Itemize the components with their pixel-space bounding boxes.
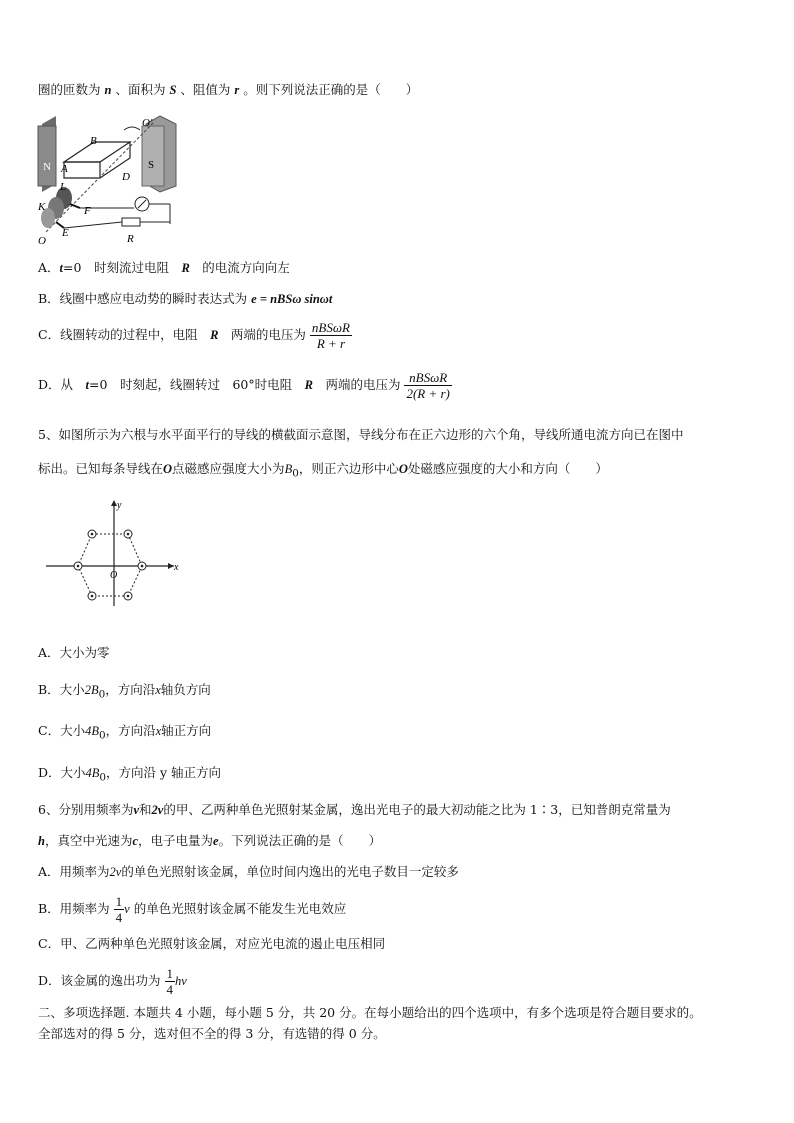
generator-figure <box>34 112 184 250</box>
var-hnu: hν <box>175 974 187 988</box>
fraction-denominator: 2(R + r) <box>406 386 450 401</box>
q5-option-c <box>38 723 211 744</box>
q4-option-b <box>38 291 332 307</box>
hexagon-wire-figure <box>44 498 184 608</box>
magnitude: 4B <box>85 766 100 780</box>
q4-option-d <box>38 370 452 401</box>
option-text: C．线圈转动的过程中，电阻 <box>38 327 211 342</box>
option-text: =0 时刻起，线圈转过 60°时电阻 <box>89 377 305 392</box>
q6-option-a <box>38 864 459 880</box>
q6-option-c: C．甲、乙两种单色光照射该金属，对应光电流的遏止电压相同 <box>38 936 386 951</box>
stem-text: ，真空中光速为 <box>44 833 133 848</box>
emf-formula: e = nBSω sinωt <box>251 292 333 306</box>
subscript: 0 <box>99 771 107 784</box>
var-S: S <box>169 83 177 97</box>
option-text: B．线圈中感应电动势的瞬时表达式为 <box>38 291 252 306</box>
q6-stem-line1 <box>38 802 671 818</box>
q4-stem-text: 圈的匝数为 <box>38 82 101 97</box>
label-D: D <box>122 171 130 183</box>
stem-text: ，则正六边形中心 <box>298 461 399 476</box>
option-text: 的单色光照射该金属，单位时间内逸出的光电子数目一定较多 <box>121 864 459 879</box>
label-S: S <box>148 159 155 171</box>
option-text: 的电流方向向左 <box>189 260 290 275</box>
stem-text: 和 <box>139 802 152 817</box>
q5-stem-line1: 5、如图所示为六根与水平面平行的导线的横截面示意图，导线分布在正六边形的六个角，导线所通电流方向已在图中 <box>38 427 684 442</box>
label-O-prime: O′ <box>142 117 153 129</box>
fraction-quarter <box>165 966 176 997</box>
q4-stem-text: 、面积为 <box>115 82 166 97</box>
var-O: O <box>163 462 173 476</box>
option-text: 两端的电压为 <box>218 327 306 342</box>
label-B: B <box>90 135 97 147</box>
section2-heading-line1: 二、多项选择题. 本题共 4 小题，每小题 5 分，共 20 分。在每小题给出的四个选项中，有多个选项是符合题目要求的。 <box>38 1005 702 1020</box>
var-t: t <box>85 378 90 392</box>
q5-stem-line2 <box>38 461 608 482</box>
fraction-numerator: nBSωR <box>311 320 350 335</box>
var-r: r <box>234 83 240 97</box>
option-text: =0 时刻流过电阻 <box>63 260 182 275</box>
stem-text: 6、分别用频率为 <box>38 802 134 817</box>
var-R: R <box>210 328 219 342</box>
q6-stem-line2 <box>38 833 381 849</box>
option-text: ，方向沿 <box>105 682 156 697</box>
option-text: 两端的电压为 <box>312 377 401 392</box>
fraction-quarter <box>114 894 125 925</box>
fraction-numerator: 1 <box>166 966 174 981</box>
q4-option-a <box>38 260 290 276</box>
option-text: ，方向沿 <box>105 723 156 738</box>
voltage-fraction-c <box>310 320 352 351</box>
subscript: 0 <box>98 688 106 701</box>
q5-option-d <box>38 765 221 786</box>
var-t: t <box>59 261 64 275</box>
label-R: R <box>127 233 134 245</box>
var-2nu: 2ν <box>151 803 164 817</box>
option-text: D．大小 <box>38 765 86 780</box>
option-text: D．从 <box>38 377 86 392</box>
magnitude: 4B <box>85 724 99 738</box>
option-text: B．用频率为 <box>38 901 110 916</box>
stem-text: ，电子电量为 <box>138 833 214 848</box>
magnitude: 2B <box>84 683 99 697</box>
stem-text: 。下列说法正确的是（ ） <box>218 833 382 848</box>
option-text: ，方向沿 y 轴正方向 <box>106 765 222 780</box>
origin-label-O: O <box>110 570 118 581</box>
fraction-denominator: 4 <box>166 982 174 997</box>
label-A: A <box>61 163 68 175</box>
stem-text: 标出。已知每条导线在 <box>38 461 164 476</box>
q6-option-b <box>38 894 346 925</box>
axis-label-y: y <box>117 500 122 511</box>
subscript: 0 <box>98 729 106 742</box>
stem-text: 点磁感应强度大小为 <box>172 461 285 476</box>
stem-text: 的甲、乙两种单色光照射某金属，逸出光电子的最大初动能之比为 1∶3，已知普朗克常量为 <box>163 802 671 817</box>
q5-option-a: A．大小为零 <box>38 645 110 660</box>
axis-label-x: x <box>174 562 179 573</box>
q4-stem-text: 。则下列说法正确的是（ ） <box>243 82 419 97</box>
var-n: n <box>104 83 112 97</box>
label-E: E <box>62 227 69 239</box>
option-text: 轴负方向 <box>160 682 211 697</box>
axis-var: x <box>155 683 161 697</box>
option-text: 的单色光照射该金属不能发生光电效应 <box>129 901 347 916</box>
var-R: R <box>181 261 190 275</box>
option-text: A．用频率为 <box>38 864 110 879</box>
var-nu: ν <box>133 803 140 817</box>
section2-heading-line2: 全部选对的得 5 分，选对但不全的得 3 分，有选错的得 0 分。 <box>38 1026 386 1041</box>
option-text: D．该金属的逸出功为 <box>38 973 161 988</box>
var-O: O <box>398 462 408 476</box>
var-2nu: 2ν <box>109 865 122 879</box>
label-L: L <box>60 181 67 193</box>
option-text: 轴正方向 <box>161 723 212 738</box>
var-e: e <box>213 834 219 848</box>
var-c: c <box>132 834 139 848</box>
q4-option-c <box>38 320 352 351</box>
var-R: R <box>304 378 313 392</box>
q4-stem-text: 、阻值为 <box>180 82 231 97</box>
label-N: N <box>43 161 51 173</box>
var-nu: ν <box>124 902 130 916</box>
q5-option-b <box>38 682 211 703</box>
label-K: K <box>38 201 46 213</box>
fraction-numerator: 1 <box>115 894 123 909</box>
fraction-numerator: nBSωR <box>404 370 451 386</box>
q4-stem <box>38 82 418 98</box>
option-label: A． <box>38 260 60 275</box>
option-text: B．大小 <box>38 682 85 697</box>
label-O: O <box>38 235 46 247</box>
subscript: 0 <box>292 467 299 480</box>
var-B: B <box>284 462 293 476</box>
var-h: h <box>38 834 45 848</box>
option-text: C．大小 <box>38 723 86 738</box>
voltage-fraction-d <box>404 370 451 401</box>
label-F: F <box>84 205 91 217</box>
axis-var: x <box>155 724 162 738</box>
q6-option-d <box>38 966 187 997</box>
stem-text: 处磁感应强度的大小和方向（ ） <box>407 461 608 476</box>
fraction-denominator: R + r <box>316 336 346 351</box>
fraction-denominator: 4 <box>115 910 123 925</box>
